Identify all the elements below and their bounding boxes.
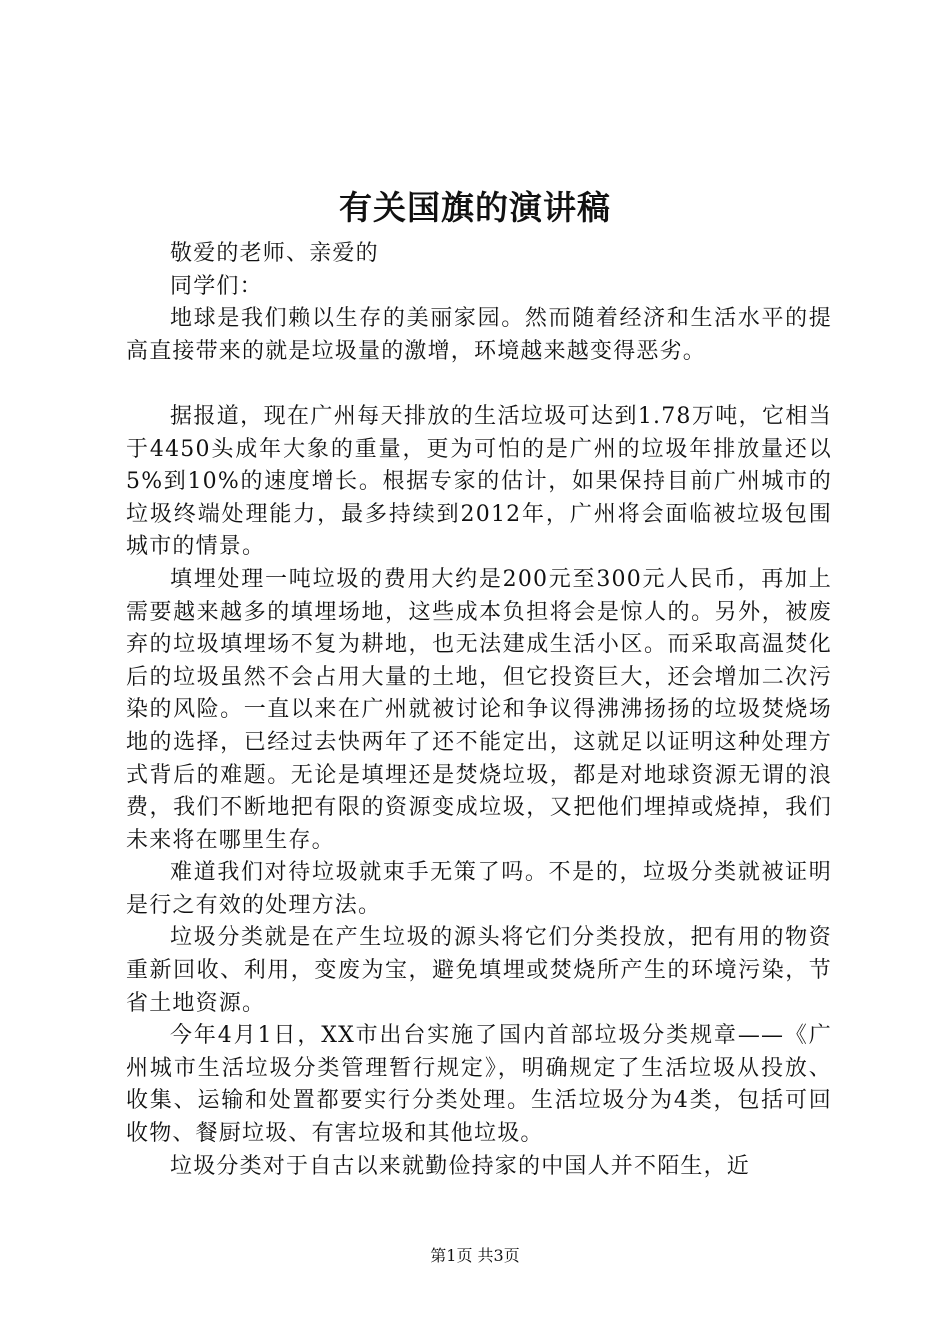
paragraph: 据报道，现在广州每天排放的生活垃圾可达到1.78万吨，它相当于4450头成年大象的重量，更为可怕的是广州的垃圾年排放量还以5%到10%的速度增长。根据专家的估计，如果保持目前广州城市的垃圾终端处理能力，最多持续到2012年，广州将会面临被垃圾包围城市的情景。 bbox=[126, 403, 832, 560]
paragraph: 垃圾分类对于自古以来就勤俭持家的中国人并不陌生，近 bbox=[170, 1153, 751, 1179]
page-footer: 第1页 共3页 bbox=[430, 1246, 520, 1265]
document-body bbox=[126, 238, 832, 1183]
paragraph-spacer bbox=[126, 368, 832, 401]
document-title: 有关国旗的演讲稿 bbox=[339, 188, 611, 227]
paragraph: 地球是我们赖以生存的美丽家园。然而随着经济和生活水平的提高直接带来的就是垃圾量的激增，环境越来越变得恶劣。 bbox=[126, 306, 832, 364]
paragraph: 填埋处理一吨垃圾的费用大约是200元至300元人民币，再加上需要越来越多的填埋场地，这些成本负担将会是惊人的。另外，被废弃的垃圾填埋场不复为耕地，也无法建成生活小区。而采取高温焚化后的垃圾虽然不会占用大量的土地，但它投资巨大，还会增加二次污染的风险。一直以来在广州就被讨论和争议得沸沸扬扬的垃圾焚烧场地的选择，已经过去快两年了还不能定出，这就足以证明这种处理方式背后的难题。无论是填埋还是焚烧垃圾，都是对地球资源无谓的浪费，我们不断地把有限的资源变成垃圾，又把他们埋掉或烧掉，我们未来将在哪里生存。 bbox=[126, 566, 832, 853]
paragraph: 垃圾分类就是在产生垃圾的源头将它们分类投放，把有用的物资重新回收、利用，变废为宝，避免填埋或焚烧所产生的环境污染，节省土地资源。 bbox=[126, 925, 832, 1016]
paragraph: 今年4月1日，XX市出台实施了国内首部垃圾分类规章——《广州城市生活垃圾分类管理暂行规定》，明确规定了生活垃圾从投放、收集、运输和处置都要实行分类处理。生活垃圾分为4类，包括可回收物、餐厨垃圾、有害垃圾和其他垃圾。 bbox=[126, 1023, 832, 1147]
salutation-line-2: 同学们： bbox=[170, 273, 263, 299]
paragraph: 难道我们对待垃圾就束手无策了吗。不是的，垃圾分类就被证明是行之有效的处理方法。 bbox=[126, 860, 832, 918]
salutation-line-1: 敬爱的老师、亲爱的 bbox=[170, 241, 379, 266]
